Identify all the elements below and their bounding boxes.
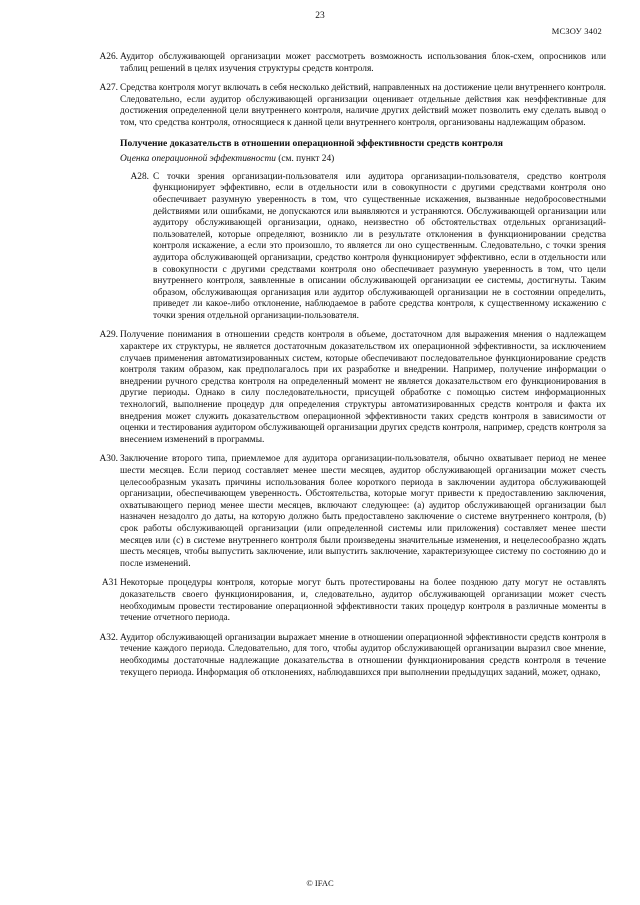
document-code: МСЗОУ 3402 — [551, 26, 602, 36]
paragraph-number: A32. — [99, 632, 118, 643]
paragraph-number: A31 — [101, 578, 118, 589]
subheading-reference: (см. пункт 24) — [275, 154, 335, 165]
page-content — [99, 52, 606, 687]
paragraph-number: A27. — [99, 83, 118, 94]
paragraph-a32 — [99, 632, 606, 679]
paragraph-number: A28. — [130, 171, 149, 182]
paragraph-a30 — [99, 454, 606, 570]
paragraph-number: A29. — [99, 330, 118, 341]
footer-copyright: © IFAC — [306, 878, 334, 888]
paragraph-a26 — [99, 52, 606, 75]
paragraph-a28 — [130, 171, 606, 323]
paragraph-number: A26. — [99, 52, 118, 62]
page-number: 23 — [315, 11, 325, 21]
paragraph-number: A30. — [99, 454, 118, 465]
paragraph-a27 — [99, 83, 606, 129]
paragraph-text: Аудитор обслуживающей организации выражает мнение в отношении операционной эффективности средств контроля в течение каждого периода. Следовательно, для того, чтобы аудитор обслуживающей организации выразил свое мнение, необходимы достаточные надлежащие доказательства в отношении функционирования средств контроля в течение текущего периода. Информация об отклонениях, наблюдавшихся при выполнении предыдущих заданий, может, однако, — [120, 632, 606, 678]
section-heading: Получение доказательств в отношении операционной эффективности средств контроля — [120, 137, 503, 149]
subheading-italic: Оценка операционной эффективности — [120, 154, 276, 165]
paragraph-text: Средства контроля могут включать в себя несколько действий, направленных на достижение цели внутреннего контроля. Следовательно, если аудитор обслуживающей организации оценивает отдельные действия как неэффективные для достижения определенной цели внутреннего контроля, наличие других действий может позволить ему сделать вывод о том, что средства контроля, относящиеся к данной цели внутреннего контроля, организованы надлежащим образом. — [120, 83, 606, 128]
paragraph-text: Аудитор обслуживающей организации может рассмотреть возможность использования блок-схем, опросников или таблиц решений в целях изучения структуры средств контроля. — [120, 52, 606, 74]
paragraph-text: С точки зрения организации-пользователя или аудитора организации-пользователя, средство контроля функционирует эффективно, если в отдельности или в совокупности с другими средствами контроля оно обеспечивает разумную уверенность в том, что существенные искажения, вызванные недобросовестными действиями или ошибками, не допускаются или выявляются и устраняются. Обслуживающей организации или аудитору обслуживающей организации, однако, неизвестно об обстоятельствах отдельных организаций-пользователей, которые определяют, возникло ли в результате отклонения в функционировании средства контроля искажение, а если это произошло, то является ли оно существенным. Следовательно, с точки зрения аудитора обслуживающей организации, средство контроля функционирует эффективно, если в отдельности или в совокупности с другими средствами контроля оно обеспечивает разумную уверенность в том, что цели внутреннего контроля, заявленные в описании обслуживающей организации ее системы, достигнуты. Таким образом, обслуживающая организация или аудитор обслуживающей организации не в состоянии определить, приведет ли какое-либо отклонение, наблюдаемое в работе средства контроля, к существенному искажению с точки зрения отдельной организации-пользователя. — [153, 171, 606, 321]
paragraph-text: Получение понимания в отношении средств контроля в объеме, достаточном для выражения мнения о надлежащем характере их структуры, не является достаточным доказательством их операционной эффективности, за исключением случаев применения автоматизированных систем, которые обеспечивают последовательное функционирование средств контроля таким образом, как предполагалось при их разработке и внедрении. Например, получение информации о внедрении ручного средства контроля на определенный момент не является доказательством его функционирования в другие периоды. Однако в силу последовательности, присущей обработке с помощью систем информационных технологий, выполнение процедур для определения структуры автоматизированных средств контроля и факта их внедрения может служить доказательством операционной эффективности таких средств контроля в зависимости от оценки и тестирования аудитором обслуживающей организации других средств контроля, например, средств контроля за внесением изменений в программы. — [120, 330, 606, 445]
paragraph-a31 — [101, 578, 606, 624]
paragraph-text: Заключение второго типа, приемлемое для аудитора организации-пользователя, обычно охватывает период не менее шести месяцев. Если период составляет менее шести месяцев, аудитор обслуживающей организации может счесть целесообразным указать причины использования более короткого периода в заключении аудитора обслуживающей организации, обеспечивающем уверенность. Обстоятельства, которые могут привести к предоставлению заключения, охватывающего период менее шести месяцев, включают следующее: (а) аудитор обслуживающей организации был назначен незадолго до даты, на которую должно быть предоставлено заключение о системе внутреннего контроля, (b) срок работы обслуживающей организации (или определенной системы или приложения) составляет менее шести месяцев или (с) в системе внутреннего контроля были произведены значительные изменения, и нецелесообразно ждать шесть месяцев, чтобы выпустить заключение, или выпустить заключение, характеризующее систему по состоянию до и после изменений. — [120, 454, 606, 569]
section-subheading — [120, 154, 606, 166]
paragraph-text: Некоторые процедуры контроля, которые могут быть протестированы на более позднюю дату могут не оставлять доказательств своего функционирования, и, следовательно, аудитор обслуживающей организации может счесть необходимым провести тестирование операционной эффективности таких процедур контроля в различные моменты в течение отчетного периода. — [120, 578, 606, 624]
paragraph-a29 — [99, 330, 606, 446]
